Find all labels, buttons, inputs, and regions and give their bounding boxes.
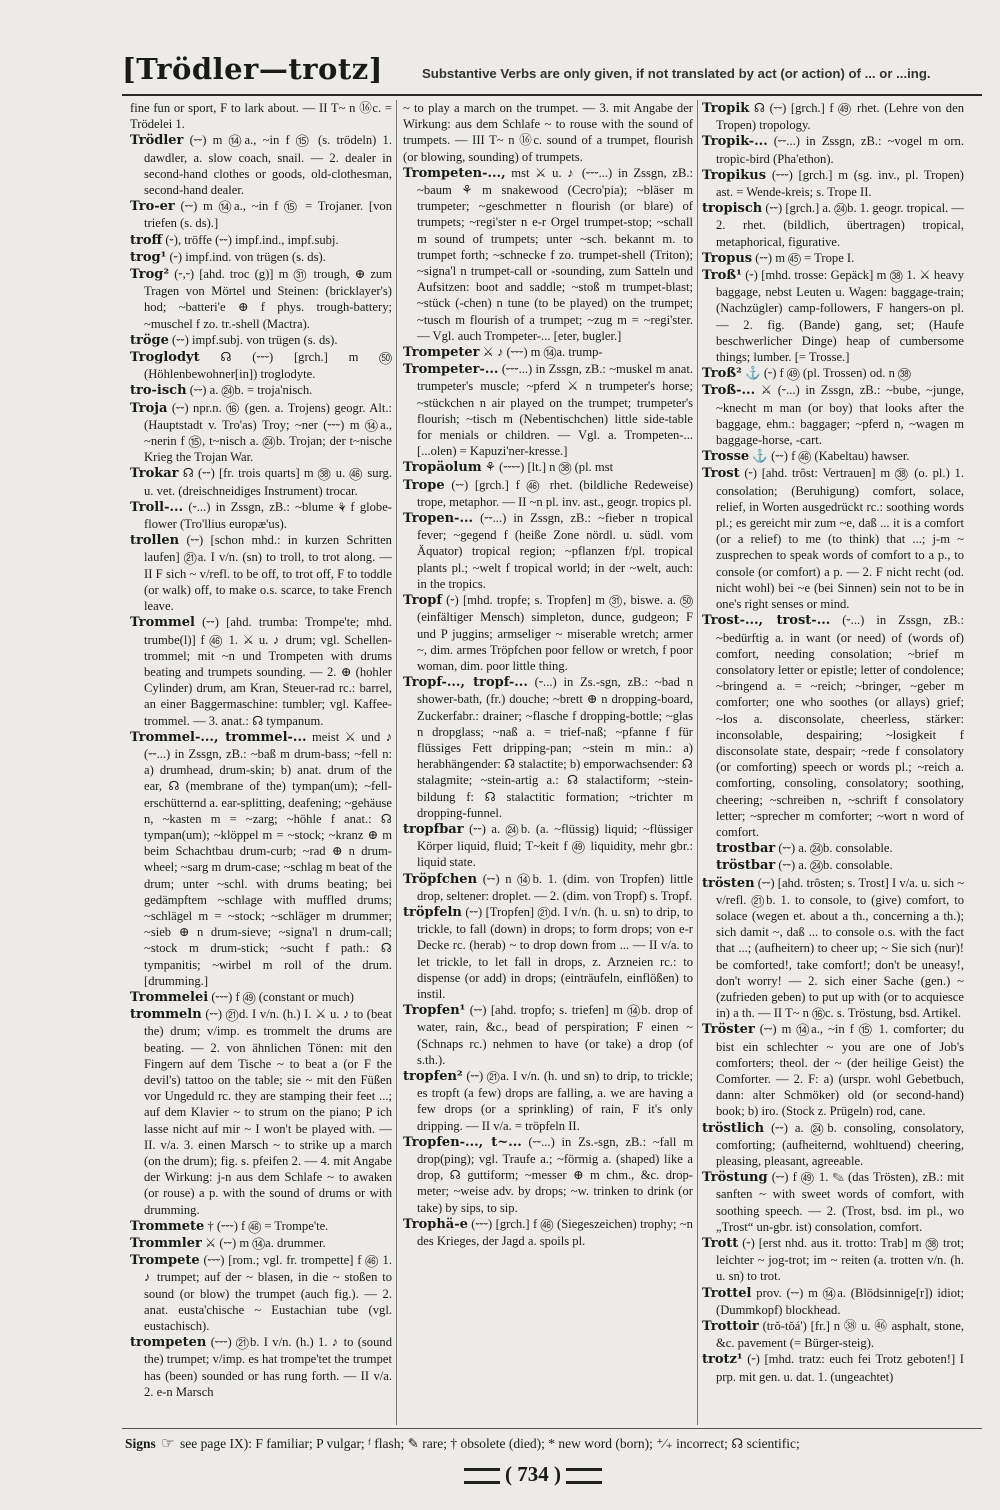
dictionary-entry — [130, 465, 392, 498]
headword: Tropik-... — [702, 134, 768, 150]
dictionary-entry — [403, 361, 693, 459]
headword: Tro-er — [130, 199, 175, 215]
entry-text: mst ⚔ u. ♪ (⏑⏑⏑...) in Zssgn, zB.: ~baum ⚘ m snakewood (Cecro'pia); ~bläser m trumpeter; ~geschmetter n flourish (or blare) of trumpets; ~regi'ster n e-r Orgel trumpet-stop; ~schall m sound of trumpets; unter ~sch. bekannt m. to trumpet forth; ~schnecke f zo. trumpet-shell (Triton); ~signa'l n trumpet-call or -sounding, zum Satteln und Aufsitzen: boot and saddle; ~stoß m trumpet-blast; ~stück (-chen) n tune (to be played) on the trumpet; ~tusch m flourish of a trumpet; ~zug m = ~regi'ster. — Vgl. auch Trompeter-... [eter, bugler.] — [417, 165, 693, 343]
dictionary-entry — [130, 729, 392, 989]
entry-text: (⏑⏑...) in Zssgn, zB.: ~vogel m orn. tropic-bird (Pha'ethon). — [716, 134, 964, 166]
headword: Tropen-... — [403, 511, 474, 527]
dictionary-entry — [130, 1235, 392, 1252]
headword: Trope — [403, 477, 445, 493]
guide-words: [Trödler—trotz] — [122, 52, 383, 86]
dictionary-entry — [403, 344, 693, 361]
dictionary-entry — [130, 1252, 392, 1334]
page-number — [453, 1462, 613, 1487]
entry-text: (⏑), tröffe (⏑⏑) impf.ind., impf.subj. — [165, 232, 339, 247]
dictionary-entry — [130, 400, 392, 466]
entry-text: (⏑⏑) m ㊺ = Trope I. — [755, 250, 855, 265]
dictionary-entry — [130, 100, 392, 132]
headword: trommeln — [130, 1007, 202, 1023]
entry-text: (⏑) [mhd. trosse: Gepäck] m ㊳ 1. ⚔ heavy baggage, nebst Leuten u. Wagen: baggage-train; (Nachzügler) camp-followers, F hangers-on pl. — 2. fig. (Bande) gang, set; (Haufe beschwerlicher Dinge) heap of cumbersome things; lumber. [= Trosse.] — [716, 268, 964, 365]
dictionary-entry — [702, 100, 964, 133]
headword: Tropfen¹ — [403, 1003, 466, 1019]
dictionary-entry — [403, 871, 693, 904]
entry-text: ~ to play a march on the trumpet. — 3. mit Angabe der Wirkung: aus dem Schlafe ~ to rouse with the sound of trumpets. — III T~ n ⑯c. sound of a trumpet, flourish (or blowing, sounding) of trumpets. — [403, 101, 693, 164]
headword: Troß-... — [702, 383, 756, 399]
page-header — [122, 52, 982, 96]
signs-label: Signs — [125, 1436, 156, 1451]
entry-text: (⏑...) in Zssgn, zB.: ~bedürftig a. in want (or need) of (words of) comfort, needing consolation; ~brief m consolatory letter or epistle; letter of condolence; ~bringend a. = ~reich; ~bringer, ~geber m comforter; one who soothes (or allays) grief; ~los a. disconsolate, cheerless, stärker: inconsolable, despairing; ~losigkeit f disconsolate state, despair; ~rede f consolatory (or comforting) speech or words pl.; ~reich a. comforting, consoling, consolatory; soothing, cheering; ~schreiben n, ~schrift f consolatory letter; ~sprecher m comforter; ~wort n word of comfort. — [716, 613, 964, 839]
entry-text: (⏑) [erst nhd. aus it. trotto: Trab] m ㊳ trot; leichter ~ jog-trot; im ~ reiten (a. trotten v/n. (h. u. sn) to trot. — [716, 1236, 964, 1284]
entry-text: (⏑⏑) a. ㉔b. consolable. — [778, 858, 893, 873]
column-2 — [403, 100, 693, 1425]
page-number-text: ( 734 ) — [505, 1462, 561, 1486]
dictionary-entry — [702, 857, 964, 874]
entry-text: (⏑⏑) [Tropfen] ㉑d. I v/n. (h. u. sn) to drip, to trickle, to fall (down) in drops; to form drops; von e-r Decke rc. (herab) ~ to drop down from ... — II v/a. to let trickle, to let fall in drops, z. Arzneien rc.: to dispense (or add) in drops; (einträufeln, einflößen) to instil. — [417, 904, 693, 1001]
entry-text: fine fun or sport, F to lark about. — II T~ n ⑯c. = Trödelei 1. — [130, 101, 392, 132]
column-1 — [130, 100, 392, 1425]
header-note: Substantive Verbs are only given, if not translated by act (or action) of ... or ...ing. — [422, 66, 931, 81]
entry-text: (⏑...) in Zssgn, zB.: ~blume ⚘ f globe-flower (Tro'llius europæ'us). — [144, 499, 392, 532]
dictionary-entry — [403, 100, 693, 165]
entry-text: (⏑⏑) f ㊾ 1. ✎ (das Trösten), zB.: mit sanften ~ with sweet words of comfort, with soothing speech. — 2. (Trost, bsd. im pl., wo „Trost“ un-gbr. ist) consolation, comfort. — [716, 1170, 964, 1234]
dictionary-entry — [702, 1235, 964, 1285]
headword: Trost — [702, 466, 740, 482]
dictionary-entry — [403, 477, 693, 510]
dictionary-entry — [702, 1351, 964, 1384]
headword: Trog² — [130, 267, 170, 283]
headword: Troja — [130, 400, 168, 416]
headword: Trompeten-..., — [403, 165, 506, 181]
dictionary-entry — [702, 840, 964, 857]
dictionary-entry — [130, 382, 392, 399]
headword: Trott — [702, 1236, 739, 1252]
headword: Trottel — [702, 1285, 752, 1301]
entry-text: ⚔ ♪ (⏑⏑⏑) m ⑭a. trump- — [482, 345, 603, 360]
entry-text: (⏑⏑) ㉑d. I v/n. (h.) I. ⚔ u. ♪ to (beat the) drum; v/imp. es trommelt the drums are beating. — 2. von ähnlichen Tönen: mit den Fingern auf dem Tische ~ to beat a (or F the devil's) tattoo on the table; sie ~ mit den Füßen vor Ungeduld rc. they are stamping their feet ...; auf dem Klavier ~ to strum on the piano; P ich lasse nicht auf mir ~ I won't be played with. — II. v/a. 3. einen Marsch ~ to strike up a march (on the drum); fig. s. pfeifen 2. — 4. mit Angabe der Wirkung: j-n aus dem Schlafe ~ to awaken (or rouse) a p. with the sound of drums or with drumming. — [144, 1007, 392, 1217]
entry-text: (⏑) [ahd. trôst: Vertrauen] m ㊳ (o. pl.) 1. consolation; (Beruhigung) comfort, solace, relief, in Worten ausgedrückt rc.: soothing words pl.; es gereicht mir zum ~e, daß ... it is a comfort (or a relief) to me (to think) that ...; j-m ~ zusprechen to speak words of comfort to a p., to console (or comfort) a p. — 2. F nicht recht (od. nicht wohl) bei ~e (bei Sinnen) sein not to be in one's right senses or mind. — [716, 466, 964, 612]
entry-text: prov. (⏑⏑) m ⑭a. (Blödsinnige[r]) idiot; (Dummkopf) blockhead. — [716, 1285, 964, 1317]
dictionary-entry — [403, 510, 693, 592]
headword: Trost-..., trost-... — [702, 613, 831, 629]
dictionary-entry — [702, 1285, 964, 1318]
headword: Trommel-..., trommel-... — [130, 729, 307, 745]
column-3 — [702, 100, 964, 1425]
headword: tro-isch — [130, 383, 187, 399]
headword: trostbar — [716, 841, 776, 857]
entry-text: ☊ (⏑⏑) [grch.] f ㊾ rhet. (Lehre von den Tropen) tropology. — [716, 101, 964, 133]
footer-divider — [122, 1428, 982, 1429]
entry-text: (⏑⏑⏑) [grch.] f ㊻ (Siegeszeichen) trophy; ~n des Krieges, der Jagd a. spoils pl. — [417, 1216, 693, 1249]
headword: Trommete — [130, 1218, 205, 1234]
dictionary-entry — [130, 232, 392, 249]
entry-text: (⏑,⏑) [ahd. troc (g)] m ㉛ trough, ⊕ zum Tragen von Mörtel und Steinen: (bricklayer's) hod; ~batteri'e ⊕ f phys. trough-battery; ~muschel f zo. tr.-shell (Mactra). — [144, 267, 392, 331]
entry-text: (⏑⏑⏑...) in Zssgn, zB.: ~muskel m anat. trumpeter's muscle; ~pferd ⚔ n trumpeter's horse; ~stückchen n air played on the trumpet; trumpeter's flourish; ~tisch m (Nebentischchen) little side-table for menials or children. — Vgl. a. Trompeten-... [...olen) = Kapuzi'ner-kresse.] — [417, 362, 693, 459]
headword: Trophä-e — [403, 1216, 468, 1232]
headword: tröstlich — [702, 1120, 765, 1136]
entry-text: (⏑⏑⏑) f ㊾ (constant or much) — [211, 989, 354, 1004]
signs-reference: see page IX): — [179, 1436, 252, 1451]
headword: Trompete — [130, 1253, 200, 1269]
headword: Tröster — [702, 1022, 755, 1038]
column-divider — [697, 100, 698, 1425]
entry-text: (⏑⏑⏑) [grch.] m (sg. inv., pl. Tropen) ast. = Wende-kreis; s. Trope II. — [716, 167, 964, 200]
entry-text: (⏑⏑) [schon mhd.: in kurzen Schritten laufen] ㉑a. I v/n. (sn) to troll, to trot along. — II F sich ~ v/refl. to be off, to trot off, F to toddle (or walk) off, to make o.s. scarce, to take French leave. — [144, 533, 392, 614]
dictionary-entry — [702, 448, 964, 465]
headword: trotz¹ — [702, 1352, 743, 1368]
headword: Tropus — [702, 250, 753, 266]
headword: Tropf — [403, 593, 442, 609]
headword: Tropikus — [702, 167, 767, 183]
headword: Trommler — [130, 1236, 202, 1252]
entry-text: † (⏑⏑⏑) f ㊻ = Trompe'te. — [207, 1218, 329, 1233]
dictionary-entry — [130, 989, 392, 1006]
entry-text: (⏑⏑) ㉑a. I v/n. (h. und sn) to drip, to trickle; es tropft (a few) drops are falling, a. we are having a few drops (or a sprinkling) of rain, F it's only dripping. — II v/a. = tröpfeln II. — [417, 1068, 693, 1133]
entry-text: (⏑⏑) a. ㉔b. = troja'nisch. — [189, 383, 313, 398]
dictionary-entry — [130, 1006, 392, 1218]
ornament-bars — [464, 1468, 500, 1484]
pointing-hand-icon: ☞ — [161, 1436, 175, 1452]
dictionary-entry — [702, 167, 964, 200]
entry-text: (⏑⏑⏑) ㉑b. I v/n. (h.) 1. ♪ to (sound the) trumpet; v/imp. es hat trompe'tet the trumpet has (been) sounded or has rung forth. — II v/a. 2. e-n Marsch — [144, 1335, 392, 1399]
entry-text: (⏑⏑) [grch.] f ㊻ rhet. (bildliche Redeweise) trope, metaphor. — II ~n pl. inv. ast., geogr. tropics pl. — [417, 477, 693, 509]
dictionary-entry — [130, 198, 392, 231]
dictionary-entry — [130, 132, 392, 198]
entry-text: (⏑) [mhd. tratz: euch fei Trotz geboten!] I prp. mit gen. u. dat. 1. (ungeachtet) — [716, 1352, 964, 1384]
headword: Troß² — [702, 366, 742, 382]
entry-text: (⏑⏑) a. ㉔b. (a. ~flüssig) liquid; ~flüssiger Körper liquid, fluid; T~keit f ㊾ liquidity, mehr gbr.: liquid state. — [417, 821, 693, 870]
dictionary-entry — [130, 266, 392, 332]
dictionary-entry — [403, 1216, 693, 1249]
entry-text: (⏑) [mhd. tropfe; s. Tropfen] m ㉛, biswe. a. ㊿ (einfältiger Mensch) simpleton, dunce, gudgeon; F und P juggins; armseliger ~ miserable wretch; armer ~, dim. armes Tröpfchen poor fellow or wretch, f poor woman, dim. poor little thing. — [417, 593, 693, 673]
headword: Trottoir — [702, 1319, 759, 1335]
headword: Troglodyt — [130, 350, 200, 366]
headword: Trödler — [130, 133, 184, 149]
dictionary-entry — [130, 1218, 392, 1235]
entry-text: ⚓ (⏑) f ㊾ (pl. Trossen) od. n ㊳ — [744, 366, 911, 381]
entry-text: (⏑⏑) [ahd. tropfo; s. triefen] m ⑭b. drop of water, rain, &c., bead of perspiration; F einen ~ (Schnaps rc.) nehmen to have (or take) a drop (of s.th.). — [417, 1003, 693, 1067]
dictionary-entry — [702, 133, 964, 166]
dictionary-entry — [403, 165, 693, 344]
headword: tropfbar — [403, 821, 464, 837]
dictionary-entry — [130, 332, 392, 349]
headword: Tröstung — [702, 1170, 768, 1186]
dictionary-entry — [702, 612, 964, 840]
headword: Tropfen-..., t~... — [403, 1134, 522, 1150]
headword: trog¹ — [130, 249, 167, 265]
headword: Troll-... — [130, 499, 184, 515]
dictionary-entry — [702, 1120, 964, 1170]
dictionary-entry — [130, 249, 392, 266]
dictionary-entry — [403, 1068, 693, 1134]
dictionary-entry — [702, 267, 964, 365]
signs-legend — [125, 1434, 975, 1453]
dictionary-entry — [403, 821, 693, 871]
entry-text: (⏑⏑) m ⑭a., ~in f ⑮ = Trojaner. [von triefen (s. ds).] — [144, 199, 392, 231]
dictionary-entry — [702, 465, 964, 612]
entry-text: (⏑⏑) a. ㉔b. consolable. — [778, 841, 893, 856]
dictionary-entry — [130, 614, 392, 728]
dictionary-entry — [702, 382, 964, 448]
headword: tropisch — [702, 201, 763, 217]
dictionary-entry — [130, 499, 392, 532]
dictionary-entry — [403, 674, 693, 821]
ornament-bars — [566, 1468, 602, 1484]
headword: troff — [130, 232, 163, 248]
entry-text: (trŏ-tŏá') [fr.] n ㊳ u. ㊻ asphalt, stone, &c. pavement (= Bürger-steig). — [716, 1319, 964, 1351]
headword: Trompeter — [403, 345, 480, 361]
dictionary-entry — [702, 250, 964, 267]
entry-text: (⏑⏑) a. ㉔b. consoling, consolatory, comforting; (aufheiternd, wohltuend) cheering, pleasing, pleasant, agreeable. — [716, 1120, 964, 1168]
entry-text: ☊ (⏑⏑⏑) [grch.] m ㊿ (Höhlenbewohner[in]) troglodyte. — [144, 350, 392, 382]
headword: Trokar — [130, 466, 179, 482]
headword: Tropäolum — [403, 460, 482, 476]
entry-text: (⏑⏑) npr.n. ⑯ (gen. a. Trojens) geogr. Alt.: (Hauptstadt v. Tro'as) Troy; ~ner (⏑⏑⏑) m ⑭a., ~nerin f ⑮, t~nisch a. ㉔b. Trojan; der t~nische Krieg the Trojan War. — [144, 400, 392, 465]
entry-text: (⏑⏑) [ahd. trôsten; s. Trost] I v/a. u. sich ~ v/refl. ㉑b. 1. to console, to (give) comfort, to solace (wegen et. about a th., concerning a th.); sich damit ~, daß ... to console o.s. with the fact that ...; (aufheitern) to cheer up; ~ Sie sich (nur)! be comforted!, take comfort!; don't be uneasy!, don't worry! — 2. sich einer Sache (gen.) ~ (zufrieden geben) to put up with (or to acquiesce in) a th. — II T~ n ⑯c. s. Tröstung, bsd. Artikel. — [716, 875, 964, 1021]
dictionary-entry — [403, 1002, 693, 1068]
headword: Trompeter-... — [403, 362, 499, 378]
entry-text: ⚔ (⏑⏑) m ⑭a. drummer. — [204, 1236, 326, 1251]
headword: tropfen² — [403, 1068, 463, 1084]
entry-text: meist ⚔ und ♪ (⏑⏑...) in Zssgn, zB.: ~baß m drum-bass; ~fell n: a) drumhead, drum-skin; b) anat. drum of the ear, ☊ (membrane of the) tympan(um); ~fell-erschütternd a. ear-splitting, deafening; ~gehäuse n, ~kasten m = ~zarg; ~höhle f anat.: ☊ tympan(um); ~klöppel m = ~stock; ~kranz ⊕ m beim Schachtbau drum-curb; ~rad ⊕ n drum-wheel; ~sarg m drum-case; ~schlag m beat of the drum; unter ~schl. with drums beating; bei gedämpftem ~schlage with muffled drums; ~schlägel m = ~stock; ~schläger m drummer; ~sieb ⊕ n drum-sieve; ~signa'l n drum-call; ~stock m drum-stick; ~sucht f path.: ☊ tympanitis; ~wirbel m roll of the drum. [drumming.] — [144, 729, 392, 988]
entry-text: (⏑⏑...) in Zssgn, zB.: ~fieber n tropical fever; ~gegend f (heiße Zone nördl. u. südl. vom Äquator) tropical region; ~pflanzen f/pl. tropical plants pl.; ~welt f tropical world; in der ~welt, auch: in the tropics. — [417, 511, 693, 591]
entry-text: (⏑⏑) n ⑭b. 1. (dim. von Tropfen) little drop, seltener: droplet. — 2. (dim. von Tropf) s. Tropf. — [417, 871, 693, 903]
headword: Trommel — [130, 615, 195, 631]
dictionary-entry — [702, 365, 964, 382]
entry-text: (⏑⏑⏑) [rom.; vgl. fr. trompette] f ㊻ 1. ♪ trumpet; auf der ~ blasen, in die ~ stoßen to sound (or blow) the trumpet (auch fig.). — 2. anat. eusta'chische ~ Eustachian tube (vgl. eustachisch). — [144, 1253, 392, 1334]
dictionary-entry — [702, 200, 964, 250]
dictionary-entry — [403, 592, 693, 674]
headword: Trosse — [702, 449, 750, 465]
dictionary-entry — [403, 459, 693, 476]
headword: trompeten — [130, 1335, 207, 1351]
entry-text: (⏑) impf.ind. von trügen (s. ds). — [169, 249, 326, 264]
entry-text: (⏑⏑) m ⑭a., ~in f ⑮ 1. comforter; du bist ein schlechter ~ you are one of Job's comforters; theol. der ~ (der heilige Geist) the Comforter. — 2. F: a) (urspr. wohl Gebetbuch, dann: alter Schmöker) old (or second-hand) book; b) iro. (Stock z. Prügeln) rod, cane. — [716, 1022, 964, 1119]
entry-text: (⏑⏑) impf.subj. von trügen (s. ds). — [172, 332, 338, 347]
dictionary-entry — [702, 1169, 964, 1235]
headword: Tropik — [702, 101, 750, 116]
headword: Trommelei — [130, 989, 209, 1005]
headword: Tropf-..., tropf-... — [403, 675, 528, 691]
dictionary-entry — [130, 349, 392, 382]
headword: tröge — [130, 332, 169, 348]
headword: Tröpfchen — [403, 871, 478, 887]
signs-text: F familiar; P vulgar; ᶠ flash; ✎ rare; † obsolete (died); * new word (born); ⁺⁄₊ incorrect; ☊ scientific; — [255, 1436, 800, 1451]
dictionary-entry — [130, 532, 392, 614]
dictionary-entry — [702, 1021, 964, 1119]
dictionary-entry — [702, 875, 964, 1022]
entry-text: ☊ (⏑⏑) [fr. trois quarts] m ㊳ u. ㊻ surg. u. vet. (dreischneidiges Instrument) trocar. — [144, 466, 392, 498]
entry-text: ⚔ (⏑...) in Zssgn, zB.: ~bube, ~junge, ~knecht m man (or boy) that looks after the baggage, ehm.: baggager; ~pferd n, ~wagen m baggage-horse, -cart. — [716, 383, 964, 448]
entry-text: (⏑⏑) m ⑭a., ~in f ⑮ (s. trödeln) 1. dawdler, a. slow coach, snail. — 2. dealer in second-hand clothes or goods, old-clothesman, second-hand dealer. — [144, 133, 392, 198]
entry-text: ⚓ (⏑⏑) f ㊻ (Kabeltau) hawser. — [752, 449, 910, 464]
headword: trollen — [130, 533, 180, 549]
dictionary-entry — [702, 1318, 964, 1351]
dictionary-entry — [130, 1334, 392, 1400]
entry-text: (⏑⏑...) in Zs.-sgn, zB.: ~fall m drop(ping); vgl. Traufe a.; ~förmig a. (shaped) like a drop, ☊ guttiform; ~messer ⊕ m chm., &c. drop-meter; ~weise adv. by drops; ~w. trinken to drink (or take) by sips, to sip. — [417, 1134, 693, 1215]
dictionary-entry — [403, 904, 693, 1002]
entry-text: ⚘ (⏑⏑⏑⏑) [lt.] n ㊳ (pl. mst — [484, 460, 614, 475]
dictionary-entry — [403, 1134, 693, 1216]
headword: tröpfeln — [403, 904, 462, 920]
headword: Troß¹ — [702, 268, 742, 284]
entry-text: (⏑...) in Zs.-sgn, zB.: ~bad n shower-bath, (fr.) douche; ~brett ⊕ n dropping-board, Zuckerfabr.: drainer; ~flasche f dropping-bottle; ~glas n dropglass; ~naß a. = trief-naß; ~pfanne f für flüssiges Fett dripping-pan; ~stein m min.: a) herabhängender: ☊ stalactite; b) emporwachsender: ☊ stalagmite; ~stein-artig a.: ☊ stalactiform; ~stein-bildung f: ☊ stalactitic formation; ~trichter m dropping-funnel. — [417, 675, 693, 820]
entry-text: (⏑⏑) [ahd. trumba: Trompe'te; mhd. trumbe(l)] f ㊻ 1. ⚔ u. ♪ drum; vgl. Schellen-trommel; mit ~n und Trompeten with drums beating and trumpets sounding. — 2. ⊕ (hohler Cylinder) drum, am Kran, Steuer-rad rc.: barrel, an einer Baggermaschine: tumbler; vgl. Kaffee-trommel. — 3. anat.: ☊ tympanum. — [144, 615, 392, 728]
headword: tröstbar — [716, 858, 776, 874]
headword: trösten — [702, 875, 755, 891]
entry-text: (⏑⏑) [grch.] a. ㉔b. 1. geogr. tropical. — 2. rhet. (bildlich, übertragen) tropical, metaphorical, figurative. — [716, 201, 964, 249]
column-divider — [396, 100, 397, 1425]
